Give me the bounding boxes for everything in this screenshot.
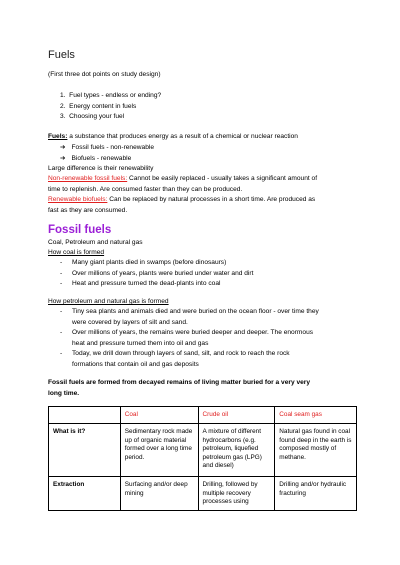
study-point-2: 2. Energy content in fuels (60, 102, 137, 110)
table-cell: A mixture of different hydrocarbons (e.g. petroleum, liquefied petroleum gas (LPG) and diesel) (198, 424, 275, 477)
table-cell: Surfacing and/or deep mining (120, 477, 198, 511)
table-cell: Sedimentary rock made up of organic material formed over a long time period. (120, 424, 198, 477)
table-header-coal: Coal (120, 407, 198, 424)
study-point-1: 1. Fuel types - endless or ending? (60, 92, 162, 99)
coal-point-list (60, 258, 253, 290)
petroleum-point-2: - Over millions of years, the remains were buried deeper and deeper. The enormous heat and pressure turned them into oil and gas (60, 329, 314, 347)
table-row-label: Extraction (49, 477, 121, 511)
page-title: Fuels (48, 49, 75, 61)
table-header-coal-seam-gas: Coal seam gas (275, 407, 357, 424)
coal-point-3: - Heat and pressure turned the dead-plants into coal (60, 280, 221, 288)
table-row-label: What is it? (49, 424, 121, 477)
nonrenew-paragraph: Non-renewable fossil fuels: Cannot be easily replaced - usually takes a significant amount of time to replenish. Are consumed faster than they can be produced. (48, 175, 318, 193)
petroleum-point-1: - Tiny sea plants and animals died and were buried on the ocean floor - over time they were covered by layers of silt and sand. (60, 308, 319, 326)
intro-note: (First three dot points on study design) (48, 71, 161, 78)
fuels-label: Fuels: (48, 133, 68, 140)
arrow-icon: ➔ (60, 144, 66, 151)
table-header-crude-oil: Crude oil (198, 407, 275, 424)
petroleum-point-list (60, 307, 319, 371)
fuels-definition: Fuels: a substance that produces energy as a result of a chemical or nuclear reaction (48, 133, 298, 140)
coal-point-1: - Many giant plants died in swamps (before dinosaurs) (60, 259, 227, 266)
fuel-type-2: ➔ Biofuels - renewable (60, 154, 154, 165)
renew-difference: Large difference is their renewability (48, 165, 154, 172)
fuel-type-list (60, 143, 154, 164)
study-point-list (60, 91, 161, 123)
coal-point-2: - Over millions of years, plants were buried under water and dirt (60, 269, 254, 277)
renew-label: Renewable biofuels: (48, 196, 108, 203)
fuel-type-1: ➔ Fossil fuels - non-renewable (60, 143, 154, 154)
nonrenew-label: Non-renewable fossil fuels: (48, 175, 128, 182)
petroleum-heading: How petroleum and natural gas is formed (48, 298, 169, 305)
table-row (49, 424, 357, 477)
table-header-blank (49, 407, 121, 424)
fossil-fuels-heading: Fossil fuels (48, 224, 112, 236)
study-point-3: 3. Choosing your fuel (60, 113, 125, 121)
table-row (49, 477, 357, 511)
table-cell: Drilling and/or hydraulic fracturing (275, 477, 357, 511)
table-cell: Natural gas found in coal found deep in the earth is composed mostly of methane. (275, 424, 357, 477)
table-header-row (49, 407, 357, 424)
coal-heading: How coal is formed (48, 249, 105, 256)
arrow-icon: ➔ (60, 154, 66, 162)
summary-statement: Fossil fuels are formed from decayed remains of living matter buried for a very very long time. (48, 379, 311, 397)
renew-paragraph: Renewable biofuels: Can be replaced by natural processes in a short time. Are produced as fast as they are consumed. (48, 196, 316, 214)
petroleum-point-3: - Today, we drill down through layers of sand, silt, and rock to reach the rock formations that contain oil and gas deposits (60, 350, 290, 368)
fossil-subtitle: Coal, Petroleum and natural gas (48, 239, 143, 246)
fuel-comparison-table (48, 406, 357, 511)
table-cell: Drilling, followed by multiple recovery processes using (198, 477, 275, 511)
